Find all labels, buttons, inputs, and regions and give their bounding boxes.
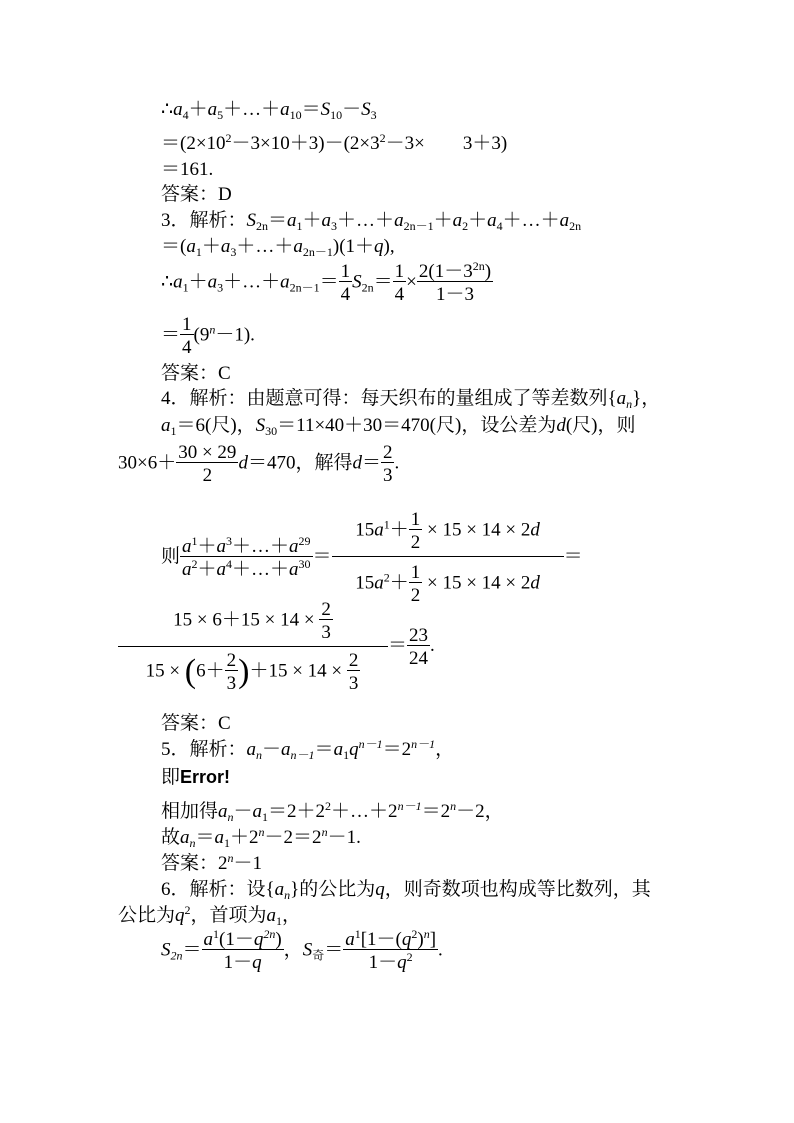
- p2-line3: ＝161.: [161, 159, 214, 180]
- p3-line1: 3．解析：$S_{2n}=a_1+a_3+\dots+a_{2n-1}+a_2+a_4+\dots+a_{2n}$: [161, 210, 582, 233]
- p6-line3: $S_{2n}=$ $\frac{a^1(1-q^{2n})}{1-q}$ ，$S_奇=$ $\frac{a^1[1-(q^2)^n]}{1-q^2}$ .: [161, 927, 443, 973]
- fraction-half-2: $\frac{1}{2}$: [410, 562, 421, 606]
- p4-answer: 答案：C: [161, 713, 231, 734]
- p5-answer: 答案：$2^n-1$: [161, 851, 263, 874]
- fraction-one-quarter-2: $\frac{1}{4}$: [394, 261, 405, 305]
- p4-line2: $a_1=6$(尺)，$S_{30}=11\times 40+30=470$(尺)，设公差为d(尺)，则: [161, 415, 636, 438]
- fraction-two-thirds-b: $\frac{2}{3}$: [226, 650, 237, 694]
- p6-line2: 公比为$q^2$，首项为$a_1$，: [118, 903, 302, 928]
- p4-line3: 30×6＋ $\frac{30 \times 29}{2}$ d＝470，解得d＝ $\frac{2}{3}$ .: [118, 442, 400, 486]
- fraction-two-thirds-a: $\frac{2}{3}$: [321, 599, 331, 643]
- p5-line1: 5．解析：$a_n-a_{n-1}=a_1q^{n-1}=2^{n-1}$，: [161, 737, 455, 762]
- p6-line1: 6．解析：设$\{a_n\}$的公比为q，则奇数项也构成等比数列，其: [161, 879, 651, 902]
- fraction-two-thirds: $\frac{2}{3}$: [382, 442, 393, 486]
- p3-answer: 答案：C: [161, 363, 231, 384]
- p4-line1: 4．解析：由题意可得：每天织布的量组成了等差数列$\{a_n\}$，: [161, 388, 661, 411]
- p2-line2: $=(2\times 10^2-3\times 10+3)-(2\times 3^2-3\times 3+3)$: [161, 131, 508, 154]
- p5-line2: 即Error!: [161, 767, 231, 788]
- fraction-two-thirds-c: $\frac{2}{3}$: [348, 650, 359, 694]
- p4-line4: 则 $\frac{a^1+a^3+\dots+a^{29}}{a^2+a^4+\dots+a^{30}}$ ＝ $15a^1+$ $\frac{1}{2}$ × 15 × 14 × 2d $15a^2+$ $\frac{1}{2}$ × 15 × 14 × 2d ＝: [161, 509, 583, 606]
- p3-line2: $=(a_1+a_3+\dots+a_{2n-1})(1+q)$,: [161, 236, 395, 259]
- fraction-big-sum: $15a^1+$ $\frac{1}{2}$ × 15 × 14 × 2d $15a^2+$ $\frac{1}{2}$ × 15 × 14 × 2d: [332, 510, 564, 605]
- p3-line3: $\therefore a_1+a_3+\dots+a_{2n-1}=$ $\frac{1}{4}$ $S_{2n}=$ $\frac{1}{4}$ × $\frac{2(1-3^{2n})}{1-3}$: [161, 259, 492, 305]
- fraction-sum-formula: $\frac{2(1-3^{2n})}{1-3}$: [418, 259, 492, 305]
- fraction-s-odd: $\frac{a^1[1-(q^2)^n]}{1-q^2}$: [345, 927, 437, 973]
- fraction-s2n: $\frac{a^1(1-q^{2n})}{1-q}$: [203, 927, 282, 973]
- fraction-23-over-24: $\frac{23}{24}$: [409, 624, 429, 669]
- p4-line5: 15 × 6＋15 × 14 × $\frac{2}{3}$ 15 × (6＋ $\frac{2}{3}$ )＋15 × 14 × $\frac{2}{3}$ ＝ $\frac{23}{24}$ .: [118, 600, 435, 693]
- p3-line4: ＝ $\frac{1}{4}$ $(9^n-1)$.: [161, 314, 255, 358]
- p2-answer: 答案：D: [161, 184, 232, 205]
- fraction-half: $\frac{1}{2}$: [410, 509, 421, 553]
- fraction-odd-over-even: $\frac{a^1+a^3+\dots+a^{29}}{a^2+a^4+\dots+a^{30}}$: [182, 533, 311, 580]
- fraction-one-quarter-3: $\frac{1}{4}$: [182, 314, 192, 358]
- p5-line4: 故$a_n=a_1+2^n-2=2^n-1$.: [161, 825, 361, 850]
- fraction-numeric-ratio: 15 × 6＋15 × 14 × $\frac{2}{3}$ 15 × (6＋ $\frac{2}{3}$ )＋15 × 14 × $\frac{2}{3}$: [118, 600, 388, 693]
- p2-line1: $\therefore a_4+a_5+\dots+a_{10}=S_{10}-S_3$: [161, 99, 377, 122]
- fraction-30x29-over-2: $\frac{30 \times 29}{2}$: [178, 442, 237, 486]
- p5-line3: 相加得$a_n-a_1=2+2^2+\dots+2^{n-1}=2^n-2$，: [161, 799, 504, 824]
- fraction-one-quarter: $\frac{1}{4}$: [340, 261, 351, 305]
